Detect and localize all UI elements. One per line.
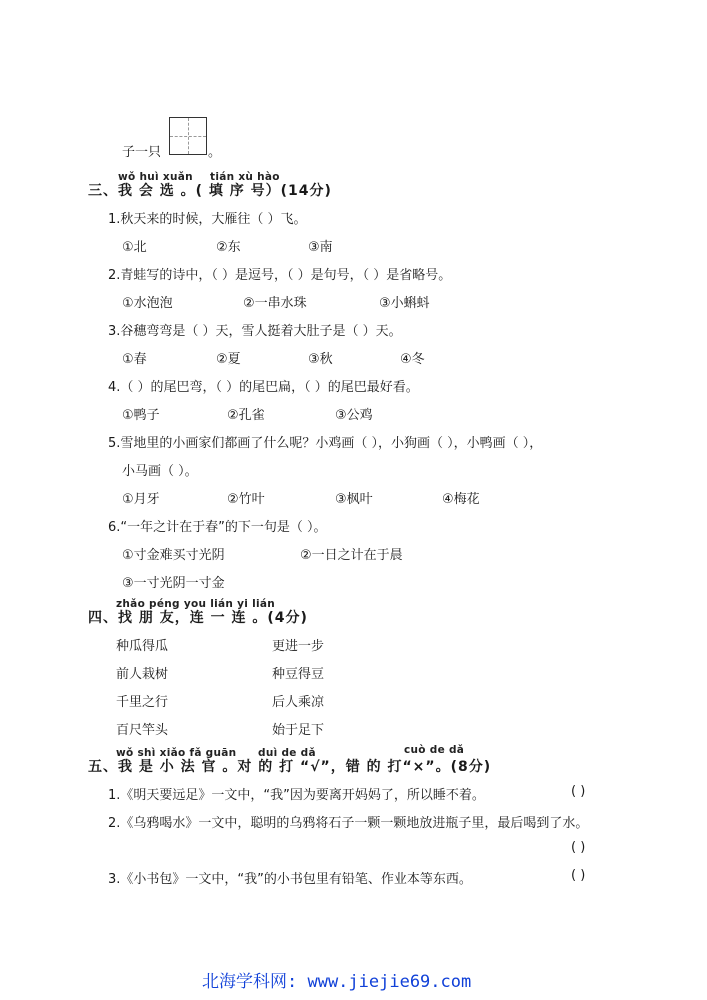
s3-q4-opt3[interactable]: ③公鸡	[335, 408, 373, 423]
writing-grid-box[interactable]	[169, 117, 207, 155]
s5-item-3-answer[interactable]: ( )	[571, 868, 586, 883]
section-3-title: 三、我 会 选 。( 填 序 号）(14分)	[88, 183, 332, 199]
s5-item-1-answer[interactable]: ( )	[571, 784, 586, 799]
s4-pinyin: zhǎo péng you lián yi lián	[116, 598, 276, 610]
s3-q3-opt3[interactable]: ③秋	[308, 352, 333, 367]
s3-q3-opt4[interactable]: ④冬	[400, 352, 425, 367]
s4-left-3[interactable]: 千里之行	[116, 695, 169, 710]
s3-q4-opt2[interactable]: ②孔雀	[227, 408, 265, 423]
s3-q5-opt1[interactable]: ①月牙	[122, 492, 160, 507]
top-phrase: 子一只	[122, 145, 162, 160]
s5-item-2-answer[interactable]: ( )	[571, 840, 586, 855]
section-4-title: 四、找 朋 友，连 一 连 。(4分)	[88, 610, 308, 626]
s4-right-2[interactable]: 种豆得豆	[272, 667, 325, 682]
s3-q1: 1.秋天来的时候，大雁往（ ）飞。	[108, 212, 307, 227]
s3-q5-opt3[interactable]: ③枫叶	[335, 492, 373, 507]
s3-q2-opt1[interactable]: ①水泡泡	[122, 296, 173, 311]
s3-q3-opt1[interactable]: ①春	[122, 352, 147, 367]
s4-left-1[interactable]: 种瓜得瓜	[116, 639, 169, 654]
s5-pinyin-3: cuò de dǎ	[404, 744, 465, 756]
s5-pinyin-1: wǒ shì xiǎo fǎ guān	[116, 747, 237, 759]
s3-q6: 6.“一年之计在于春”的下一句是（ ）。	[108, 520, 327, 535]
top-phrase-end: 。	[208, 145, 222, 160]
s3-q6-opt2[interactable]: ②一日之计在于晨	[300, 548, 403, 563]
s3-q3-opt2[interactable]: ②夏	[216, 352, 241, 367]
s4-left-4[interactable]: 百尺竿头	[116, 723, 169, 738]
s3-q1-opt2[interactable]: ②东	[216, 240, 241, 255]
s3-pinyin-1: wǒ huì xuǎn	[118, 171, 193, 183]
s3-q6-opt3[interactable]: ③一寸光阴一寸金	[122, 576, 225, 591]
s3-q4-opt1[interactable]: ①鸭子	[122, 408, 160, 423]
s5-pinyin-2: duì de dǎ	[258, 747, 316, 759]
section-5-title: 五、我 是 小 法 官 。对 的 打 “√”，错 的 打“×”。(8分)	[88, 759, 492, 775]
footer-site-link[interactable]: 北海学科网: www.jiejie69.com	[202, 972, 472, 992]
s4-left-2[interactable]: 前人栽树	[116, 667, 169, 682]
s3-q5-line2: 小马画（ ）。	[122, 464, 198, 479]
s3-q6-opt1[interactable]: ①寸金难买寸光阴	[122, 548, 225, 563]
s3-q4: 4.（ ）的尾巴弯，（ ）的尾巴扁，（ ）的尾巴最好看。	[108, 380, 419, 395]
s3-pinyin-2: tián xù hào	[210, 171, 280, 183]
s4-right-1[interactable]: 更进一步	[272, 639, 325, 654]
s3-q1-opt1[interactable]: ①北	[122, 240, 147, 255]
s3-q5: 5.雪地里的小画家们都画了什么呢？小鸡画（ ），小狗画（ ），小鸭画（ ），	[108, 436, 543, 451]
s3-q5-opt4[interactable]: ④梅花	[442, 492, 480, 507]
s5-item-1: 1.《明天要远足》一文中，“我”因为要离开妈妈了，所以睡不着。	[108, 788, 485, 803]
s3-q2: 2.青蛙写的诗中，（ ）是逗号，（ ）是句号，（ ）是省略号。	[108, 268, 452, 283]
s3-q2-opt3[interactable]: ③小蝌蚪	[379, 296, 430, 311]
s5-item-3: 3.《小书包》一文中，“我”的小书包里有铅笔、作业本等东西。	[108, 872, 472, 887]
s4-right-4[interactable]: 始于足下	[272, 723, 325, 738]
s5-item-2: 2.《乌鸦喝水》一文中，聪明的乌鸦将石子一颗一颗地放进瓶子里，最后喝到了水。	[108, 816, 589, 831]
s4-right-3[interactable]: 后人乘凉	[272, 695, 325, 710]
s3-q1-opt3[interactable]: ③南	[308, 240, 333, 255]
s3-q2-opt2[interactable]: ②一串水珠	[243, 296, 307, 311]
s3-q3: 3.谷穗弯弯是（ ）天，雪人挺着大肚子是（ ）天。	[108, 324, 402, 339]
s3-q5-opt2[interactable]: ②竹叶	[227, 492, 265, 507]
